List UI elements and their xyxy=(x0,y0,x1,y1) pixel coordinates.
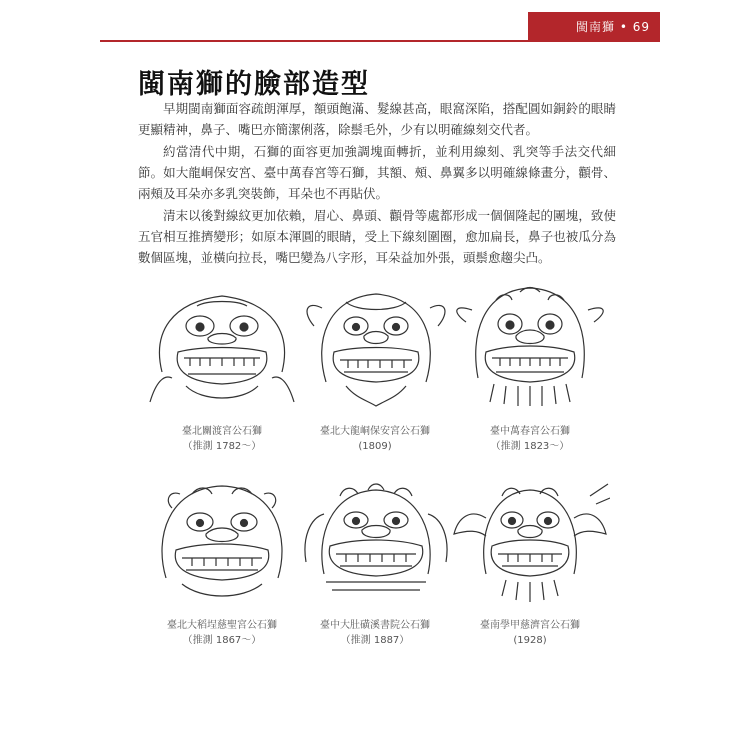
figure-caption-title: 臺北關渡宮公石獅 xyxy=(182,426,262,437)
stone-lion-face-icon xyxy=(142,478,302,606)
lion-face-figure-6 xyxy=(450,478,610,606)
lion-face-figure-3 xyxy=(450,282,610,410)
figure-caption-title: 臺北大稻埕慈聖宮公石獅 xyxy=(167,620,277,631)
figure-caption-1 xyxy=(137,424,307,454)
paragraph-2: 約當清代中期，石獅的面容更加強調塊面轉折，並利用線刻、乳突等手法交代細節。如大龍峒保安宮、臺中萬春宮等石獅，其額、頰、鼻翼多以明確線條畫分，顴骨、兩頰及耳朵亦多乳突裝飾，耳朵也不再貼伏。 xyxy=(138,144,616,201)
stone-lion-face-icon xyxy=(450,282,610,410)
figure-caption-title: 臺中大肚磺溪書院公石獅 xyxy=(320,620,430,631)
figure-caption-4 xyxy=(137,618,307,648)
lion-face-figure-5 xyxy=(296,478,456,606)
figure-caption-date: （推測 1887） xyxy=(340,635,410,646)
lion-face-figure-2 xyxy=(296,282,456,410)
running-title-tab xyxy=(528,12,660,42)
stone-lion-face-icon xyxy=(296,478,456,606)
paragraph-1: 早期閩南獅面容疏朗渾厚，額頭飽滿、髮線甚高，眼窩深陷，搭配圓如銅鈴的眼睛更顯精神，鼻子、嘴巴亦簡潔俐落，除鬃毛外，少有以明確線刻交代者。 xyxy=(138,101,616,137)
lion-face-figure-1 xyxy=(142,282,302,410)
figure-caption-date: （推測 1782～） xyxy=(182,441,262,452)
stone-lion-face-icon xyxy=(296,282,456,410)
figure-caption-date: （推測 1867～） xyxy=(182,635,262,646)
figure-caption-title: 臺中萬春宮公石獅 xyxy=(490,426,570,437)
paragraph-3: 清末以後對線紋更加依賴，眉心、鼻頭、顴骨等處都形成一個個隆起的團塊，致使五官相互推擠變形；如原本渾圓的眼睛，受上下線刻圍圈，愈加扁長，鼻子也被瓜分為數個區塊，並橫向拉長，嘴巴變為八字形，耳朵益加外張，頭鬃愈趨尖凸。 xyxy=(138,208,616,265)
stone-lion-face-icon xyxy=(450,478,610,606)
figure-caption-title: 臺南學甲慈濟宮公石獅 xyxy=(480,620,580,631)
figure-caption-date: (1809) xyxy=(358,441,392,452)
page-header xyxy=(0,0,750,44)
figure-caption-5 xyxy=(290,618,460,648)
section-title: 閩南獅的臉部造型 xyxy=(138,69,370,100)
figure-caption-2 xyxy=(290,424,460,454)
figure-caption-3 xyxy=(445,424,615,454)
figure-caption-6 xyxy=(445,618,615,648)
figure-caption-date: （推測 1823～） xyxy=(490,441,570,452)
figure-caption-title: 臺北大龍峒保安宮公石獅 xyxy=(320,426,430,437)
stone-lion-face-icon xyxy=(142,282,302,410)
running-title: 閩南獅 • 69 xyxy=(576,20,650,34)
figure-caption-date: (1928) xyxy=(513,635,547,646)
lion-face-figure-4 xyxy=(142,478,302,606)
